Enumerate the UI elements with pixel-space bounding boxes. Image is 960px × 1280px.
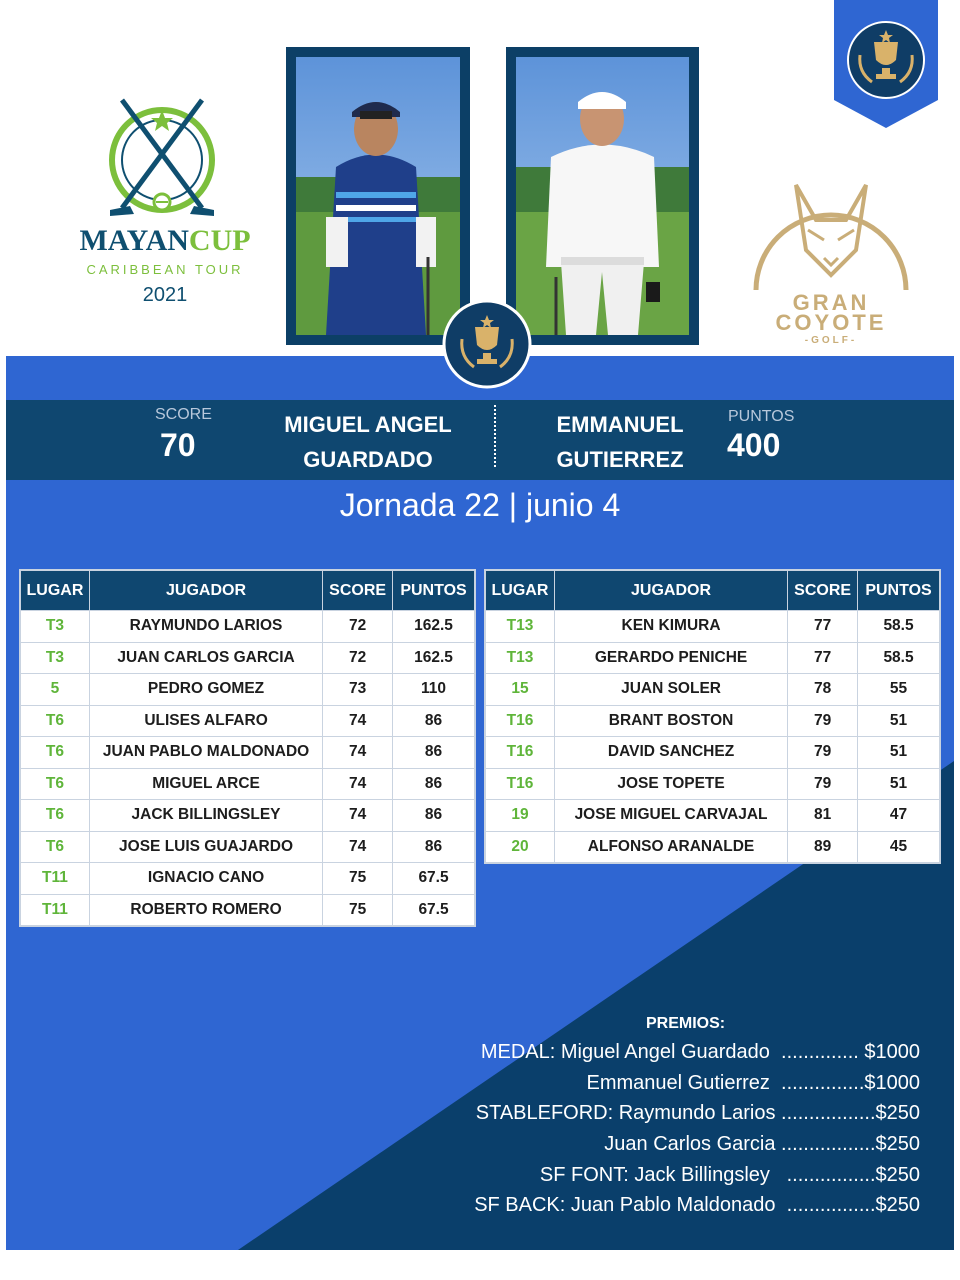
points-winner-name — [520, 407, 720, 477]
points-winner-last: GUTIERREZ — [556, 447, 684, 472]
cell-points: 51 — [858, 768, 940, 800]
cell-place: T6 — [21, 705, 90, 737]
table-row — [486, 737, 940, 769]
cell-score: 79 — [788, 705, 858, 737]
cell-place: T16 — [486, 705, 555, 737]
cell-place: T11 — [21, 894, 90, 926]
col-header-puntos: PUNTOS — [393, 571, 475, 611]
photo-emmanuel-gutierrez — [506, 47, 699, 345]
prizes-title: PREMIOS: — [646, 1015, 726, 1032]
cell-place: T6 — [21, 768, 90, 800]
cell-points: 67.5 — [393, 863, 475, 895]
col-header-score: SCORE — [788, 571, 858, 611]
cell-place: 19 — [486, 800, 555, 832]
table-row — [21, 674, 475, 706]
cell-points: 86 — [393, 705, 475, 737]
table-row — [486, 611, 940, 643]
cell-points: 86 — [393, 800, 475, 832]
cell-place: T13 — [486, 642, 555, 674]
table-row — [486, 642, 940, 674]
col-header-lugar: LUGAR — [486, 571, 555, 611]
cell-player: KEN KIMURA — [554, 611, 787, 643]
mayan-word: MAYAN — [79, 224, 189, 257]
cell-score: 73 — [323, 674, 393, 706]
table-header-row — [486, 571, 940, 611]
cell-place: T11 — [21, 863, 90, 895]
table-row — [21, 611, 475, 643]
cell-place: T6 — [21, 737, 90, 769]
cell-points: 110 — [393, 674, 475, 706]
cell-score: 74 — [323, 831, 393, 863]
cell-score: 77 — [788, 611, 858, 643]
table-row — [21, 800, 475, 832]
leaderboard-table-right — [485, 570, 940, 863]
prize-line: MEDAL: Miguel Angel Guardado .............. $1000 — [480, 1041, 920, 1063]
cell-score: 72 — [323, 642, 393, 674]
table-row — [486, 800, 940, 832]
cell-score: 89 — [788, 831, 858, 863]
cell-points: 51 — [858, 705, 940, 737]
table-row — [486, 705, 940, 737]
table-row — [21, 863, 475, 895]
prize-line: Juan Carlos Garcia .................$250 — [604, 1133, 920, 1155]
points-value: 400 — [727, 427, 781, 463]
golfer-photo-right — [516, 57, 689, 335]
cell-score: 79 — [788, 768, 858, 800]
cell-score: 78 — [788, 674, 858, 706]
coyote-text: COYOTE — [775, 310, 887, 335]
cell-player: JUAN PABLO MALDONADO — [89, 737, 322, 769]
score-banner — [6, 400, 954, 480]
cell-player: IGNACIO CANO — [89, 863, 322, 895]
cell-points: 67.5 — [393, 894, 475, 926]
round-title: Jornada 22 | junio 4 — [339, 487, 621, 523]
score-winner-name — [258, 407, 478, 477]
cell-player: DAVID SANCHEZ — [554, 737, 787, 769]
cell-points: 58.5 — [858, 611, 940, 643]
points-winner-first: EMMANUEL — [556, 412, 684, 437]
cell-place: T3 — [21, 611, 90, 643]
cell-player: ULISES ALFARO — [89, 705, 322, 737]
cell-points: 51 — [858, 737, 940, 769]
prize-line: SF BACK: Juan Pablo Maldonado ................$250 — [474, 1194, 920, 1216]
col-header-jugador: JUGADOR — [89, 571, 322, 611]
cell-score: 81 — [788, 800, 858, 832]
cell-score: 75 — [323, 894, 393, 926]
cell-score: 72 — [323, 611, 393, 643]
leaderboard-table-left — [20, 570, 475, 926]
cell-score: 79 — [788, 737, 858, 769]
cell-points: 162.5 — [393, 642, 475, 674]
caribbean-tour-text: CARIBBEAN TOUR — [86, 262, 244, 277]
cell-player: JOSE TOPETE — [554, 768, 787, 800]
cell-place: T16 — [486, 768, 555, 800]
cell-player: JOSE MIGUEL CARVAJAL — [554, 800, 787, 832]
cell-place: T6 — [21, 800, 90, 832]
cell-place: T3 — [21, 642, 90, 674]
cell-place: T6 — [21, 831, 90, 863]
cell-player: JACK BILLINGSLEY — [89, 800, 322, 832]
cell-player: BRANT BOSTON — [554, 705, 787, 737]
col-header-jugador: JUGADOR — [554, 571, 787, 611]
banner-divider — [494, 405, 496, 467]
cell-player: GERARDO PENICHE — [554, 642, 787, 674]
table-row — [21, 894, 475, 926]
col-header-puntos: PUNTOS — [858, 571, 940, 611]
cell-points: 86 — [393, 737, 475, 769]
gran-coyote-logo — [746, 150, 916, 350]
cell-score: 74 — [323, 737, 393, 769]
score-winner-last: GUARDADO — [303, 447, 433, 472]
cell-score: 75 — [323, 863, 393, 895]
cell-player: RAYMUNDO LARIOS — [89, 611, 322, 643]
table-row — [21, 831, 475, 863]
table-row — [21, 737, 475, 769]
cell-place: 5 — [21, 674, 90, 706]
cell-points: 86 — [393, 768, 475, 800]
cell-place: T13 — [486, 611, 555, 643]
cup-word: CUP — [188, 224, 251, 257]
table-row — [486, 674, 940, 706]
prize-line: SF FONT: Jack Billingsley ................$250 — [539, 1164, 920, 1186]
cell-points: 86 — [393, 831, 475, 863]
cell-points: 58.5 — [858, 642, 940, 674]
cell-player: JUAN SOLER — [554, 674, 787, 706]
cell-points: 162.5 — [393, 611, 475, 643]
cell-place: T16 — [486, 737, 555, 769]
golfer-photo-left — [296, 57, 460, 335]
cell-place: 20 — [486, 831, 555, 863]
cell-score: 74 — [323, 768, 393, 800]
table-row — [21, 768, 475, 800]
cell-player: ROBERTO ROMERO — [89, 894, 322, 926]
golf-clubs-emblem-icon — [60, 90, 270, 230]
col-header-lugar: LUGAR — [21, 571, 90, 611]
cell-place: 15 — [486, 674, 555, 706]
score-label: SCORE — [155, 406, 212, 423]
table-row — [486, 831, 940, 863]
table-row — [486, 768, 940, 800]
table-row — [21, 705, 475, 737]
coyote-head-icon — [746, 150, 916, 300]
cell-points: 47 — [858, 800, 940, 832]
points-label: PUNTOS — [728, 408, 795, 425]
prize-line: Emmanuel Gutierrez ...............$1000 — [586, 1072, 920, 1094]
golf-text: -GOLF- — [804, 335, 858, 346]
score-value: 70 — [160, 427, 196, 463]
mayan-cup-title — [60, 224, 270, 258]
tour-year: 2021 — [142, 284, 188, 306]
cell-score: 74 — [323, 705, 393, 737]
cell-player: JOSE LUIS GUAJARDO — [89, 831, 322, 863]
col-header-score: SCORE — [323, 571, 393, 611]
cell-score: 77 — [788, 642, 858, 674]
cell-player: ALFONSO ARANALDE — [554, 831, 787, 863]
cell-points: 55 — [858, 674, 940, 706]
cell-points: 45 — [858, 831, 940, 863]
prize-line: STABLEFORD: Raymundo Larios .................$250 — [475, 1102, 920, 1124]
table-row — [21, 642, 475, 674]
score-winner-first: MIGUEL ANGEL — [284, 412, 452, 437]
cell-player: JUAN CARLOS GARCIA — [89, 642, 322, 674]
table-header-row — [21, 571, 475, 611]
cell-player: PEDRO GOMEZ — [89, 674, 322, 706]
cell-player: MIGUEL ARCE — [89, 768, 322, 800]
gran-text: GRAN — [792, 290, 870, 315]
trophy-medal-icon — [442, 299, 532, 389]
mayan-cup-logo — [60, 90, 270, 320]
cell-score: 74 — [323, 800, 393, 832]
trophy-ribbon-icon — [834, 0, 938, 128]
